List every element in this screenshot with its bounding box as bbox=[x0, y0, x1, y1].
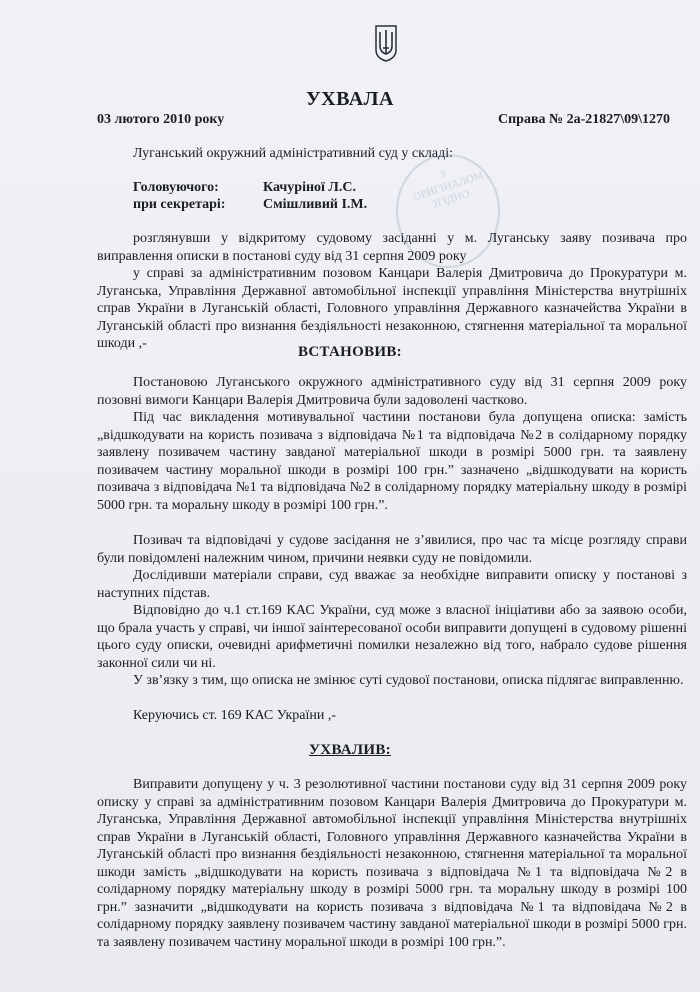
case-number: Справа № 2а-21827\09\1270 bbox=[498, 112, 671, 127]
intro-considered: розглянувши у відкритому судовому засіданні у м. Луганську заяву позивача про виправлення описки в постанові суду від 31 серпня 2009 року bbox=[97, 231, 687, 264]
intro-case-description: у справі за адміністративним позовом Канцари Валерія Дмитровича до Прокуратури м. Луганська, Управління Державної автомобільної інспекції управління Міністерства внутрішніх справ України в Луганській області, Головного управління Державного казначейства України в Луганській області про визнання бездіяльності незаконною, стягнення матеріальної та моральної шкоди ,- bbox=[97, 266, 687, 351]
heading-established: ВСТАНОВИВ: bbox=[298, 344, 402, 360]
established-paragraph-1: Постановою Луганського окружного адміністративного суду від 31 серпня 2009 року позовні вимоги Канцари Валерія Дмитровича були задоволені частково. bbox=[97, 375, 687, 408]
established-paragraph-3: Позивач та відповідачі у судове засідання не з’явилися, про час та місце розгляду справи були повідомлені належним чином, причини неявки суду не повідомили. bbox=[97, 533, 687, 566]
presiding-name: Качуріної Л.С. bbox=[263, 180, 356, 195]
document-date: 03 лютого 2010 року bbox=[97, 112, 225, 127]
stamp-text: З ОРИГІНАЛОМ ЗГІДНО bbox=[411, 168, 485, 212]
trident-emblem-icon bbox=[373, 24, 399, 62]
secretary-name: Смішливий І.М. bbox=[263, 197, 368, 212]
presiding-label: Головуючого: bbox=[133, 180, 219, 195]
established-paragraph-2: Під час викладення мотивувальної частини постанови була допущена описка: замість „відшкодувати на користь позивача з відповідача №1 та відповідача №2 в солідарному порядку заявлену позивачем частину завданої матеріальної шкоди в розмірі 5000 грн. та заявлену позивачем частину моральної шкоди в розмірі 100 грн.” зазначено „відшкодувати на користь позивача з відповідача №1 та відповідача №2 в солідарному порядку матеріальну шкоду в розмірі 5000 грн. та моральну шкоду в розмірі 100 грн.”. bbox=[97, 410, 687, 513]
established-paragraph-7: Керуючись ст. 169 КАС України ,- bbox=[133, 708, 336, 723]
document-title: УХВАЛА bbox=[306, 88, 394, 110]
established-paragraph-6: У зв’язку з тим, що описка не змінює суті судової постанови, описка підлягає виправленню. bbox=[133, 673, 684, 688]
resolved-paragraph: Виправити допущену у ч. 3 резолютивної частини постанови суду від 31 серпня 2009 року описку у справі за адміністративним позовом Канцари Валерія Дмитровича до Прокуратури м. Луганська, Управління Державної автомобільної інспекції управління Міністерства внутрішніх справ України в Луганській області, Головного управління Державного казначейства України в Луганській області про визнання бездіяльності незаконною, стягнення матеріальної та моральної шкоди замість „відшкодувати на користь позивача з відповідача №1 та відповідача №2 в солідарному порядку матеріальну шкоду в розмірі 5000 грн. та моральну шкоду в розмірі 100 грн.” зазначити „відшкодувати на користь позивача з відповідача №1 та відповідача №2 в солідарному порядку заявлену позивачем частину завданої матеріальної шкоди в розмірі 5000 грн. та заявлену позивачем частину моральної шкоди в розмірі 100 грн.”. bbox=[97, 777, 687, 950]
heading-resolved: УХВАЛИВ: bbox=[309, 742, 391, 758]
established-paragraph-5: Відповідно до ч.1 ст.169 КАС України, суд може з власної ініціативи або за заявою особи, що брала участь у справі, чи іншої заінтересованої особи виправити допущені в судовому рішенні цього суду описки, очевидні арифметичні помилки незалежно від того, набрало судове рішення законної сили чи ні. bbox=[97, 603, 687, 671]
secretary-label: при секретарі: bbox=[133, 197, 226, 212]
court-composition: Луганський окружний адміністративний суд у складі: bbox=[133, 146, 453, 161]
established-paragraph-4: Дослідивши матеріали справи, суд вважає за необхідне виправити описку у постанові з наступних підстав. bbox=[97, 568, 687, 601]
